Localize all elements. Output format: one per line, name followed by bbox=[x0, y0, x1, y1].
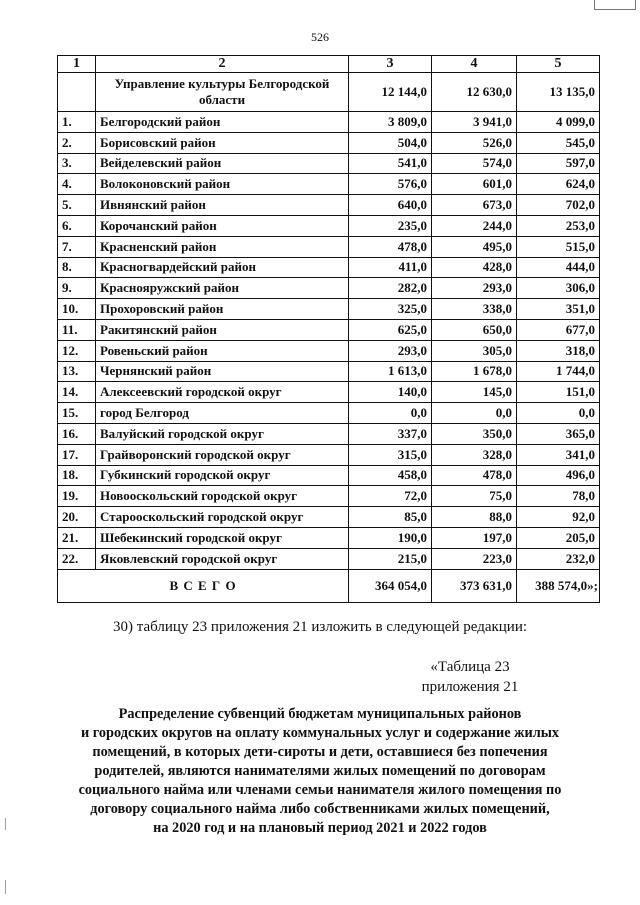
value-2022: 496,0 bbox=[517, 465, 600, 486]
table-row bbox=[58, 257, 600, 278]
row-number: 17. bbox=[58, 444, 96, 465]
value-2022: 205,0 bbox=[517, 527, 600, 548]
value-2020: 315,0 bbox=[349, 444, 432, 465]
value-2021: 3 941,0 bbox=[432, 112, 517, 133]
value-2021: 0,0 bbox=[432, 403, 517, 424]
row-number: 11. bbox=[58, 319, 96, 340]
district-name: Новооскольский городской округ bbox=[96, 486, 349, 507]
district-name: Красненский район bbox=[96, 236, 349, 257]
value-2022: 351,0 bbox=[517, 299, 600, 320]
row-number: 14. bbox=[58, 382, 96, 403]
value-2021: 428,0 bbox=[432, 257, 517, 278]
value-2022: 78,0 bbox=[517, 486, 600, 507]
value-2020: 458,0 bbox=[349, 465, 432, 486]
value-2021: 145,0 bbox=[432, 382, 517, 403]
district-name: Алексеевский городской округ bbox=[96, 382, 349, 403]
value-2021: 12 630,0 bbox=[432, 73, 517, 112]
value-2022: 306,0 bbox=[517, 278, 600, 299]
value-2020: 541,0 bbox=[349, 153, 432, 174]
value-2020: 282,0 bbox=[349, 278, 432, 299]
row-number: 20. bbox=[58, 507, 96, 528]
header-cell: 5 bbox=[517, 56, 600, 73]
table-title bbox=[30, 705, 610, 838]
table-reference bbox=[380, 657, 560, 697]
value-2021: 293,0 bbox=[432, 278, 517, 299]
department-name: Управление культуры Белгородской области bbox=[96, 73, 349, 112]
value-2020: 504,0 bbox=[349, 132, 432, 153]
total-label: В С Е Г О bbox=[58, 569, 349, 602]
value-2022: 365,0 bbox=[517, 423, 600, 444]
value-2021: 574,0 bbox=[432, 153, 517, 174]
value-2020: 293,0 bbox=[349, 340, 432, 361]
title-line: и городских округов на оплату коммунальных услуг и содержание жилых bbox=[80, 725, 560, 741]
district-name: Белгородский район bbox=[96, 112, 349, 133]
value-2021: 75,0 bbox=[432, 486, 517, 507]
district-name: Грайворонский городской округ bbox=[96, 444, 349, 465]
district-name: Яковлевский городской округ bbox=[96, 548, 349, 569]
row-number: 12. bbox=[58, 340, 96, 361]
district-name: Корочанский район bbox=[96, 215, 349, 236]
table-row bbox=[58, 465, 600, 486]
table-row bbox=[58, 382, 600, 403]
value-2020: 325,0 bbox=[349, 299, 432, 320]
row-number: 9. bbox=[58, 278, 96, 299]
row-number: 4. bbox=[58, 174, 96, 195]
row-number: 10. bbox=[58, 299, 96, 320]
value-2020: 85,0 bbox=[349, 507, 432, 528]
value-2020: 190,0 bbox=[349, 527, 432, 548]
value-2021: 350,0 bbox=[432, 423, 517, 444]
table-row bbox=[58, 444, 600, 465]
title-line: Распределение субвенций бюджетам муниципальных районов bbox=[118, 706, 522, 722]
district-name: Волоконовский район bbox=[96, 174, 349, 195]
page-corner-mark bbox=[594, 0, 636, 10]
header-cell: 3 bbox=[349, 56, 432, 73]
value-2022: 624,0 bbox=[517, 174, 600, 195]
value-2022: 515,0 bbox=[517, 236, 600, 257]
value-2020: 235,0 bbox=[349, 215, 432, 236]
value-2021: 650,0 bbox=[432, 319, 517, 340]
value-2022: 1 744,0 bbox=[517, 361, 600, 382]
value-2020: 0,0 bbox=[349, 403, 432, 424]
table-row bbox=[58, 215, 600, 236]
header-row bbox=[58, 56, 600, 73]
value-2020: 12 144,0 bbox=[349, 73, 432, 112]
table-row bbox=[58, 132, 600, 153]
total-2020: 364 054,0 bbox=[349, 569, 432, 602]
total-2021: 373 631,0 bbox=[432, 569, 517, 602]
row-number: 6. bbox=[58, 215, 96, 236]
value-2021: 338,0 bbox=[432, 299, 517, 320]
value-2021: 223,0 bbox=[432, 548, 517, 569]
value-2020: 478,0 bbox=[349, 236, 432, 257]
value-2022: 318,0 bbox=[517, 340, 600, 361]
table-row bbox=[58, 423, 600, 444]
value-2022: 444,0 bbox=[517, 257, 600, 278]
district-name: Ровеньский район bbox=[96, 340, 349, 361]
value-2020: 411,0 bbox=[349, 257, 432, 278]
value-2022: 677,0 bbox=[517, 319, 600, 340]
row-number: 18. bbox=[58, 465, 96, 486]
value-2022: 341,0 bbox=[517, 444, 600, 465]
value-2020: 140,0 bbox=[349, 382, 432, 403]
value-2022: 92,0 bbox=[517, 507, 600, 528]
table-row bbox=[58, 361, 600, 382]
total-2022: 388 574,0»; bbox=[517, 569, 600, 602]
table-row bbox=[58, 486, 600, 507]
value-2021: 305,0 bbox=[432, 340, 517, 361]
value-2022: 545,0 bbox=[517, 132, 600, 153]
value-2022: 13 135,0 bbox=[517, 73, 600, 112]
department-row bbox=[58, 73, 600, 112]
row-number: 1. bbox=[58, 112, 96, 133]
row-number: 16. bbox=[58, 423, 96, 444]
value-2020: 337,0 bbox=[349, 423, 432, 444]
value-2020: 215,0 bbox=[349, 548, 432, 569]
value-2022: 232,0 bbox=[517, 548, 600, 569]
row-number: 5. bbox=[58, 195, 96, 216]
table-row bbox=[58, 112, 600, 133]
district-name: Ракитянский район bbox=[96, 319, 349, 340]
table-row bbox=[58, 403, 600, 424]
header-cell: 4 bbox=[432, 56, 517, 73]
table-row bbox=[58, 174, 600, 195]
value-2022: 4 099,0 bbox=[517, 112, 600, 133]
row-number: 3. bbox=[58, 153, 96, 174]
district-name: город Белгород bbox=[96, 403, 349, 424]
value-2021: 495,0 bbox=[432, 236, 517, 257]
value-2022: 702,0 bbox=[517, 195, 600, 216]
district-name: Краснояружский район bbox=[96, 278, 349, 299]
value-2021: 601,0 bbox=[432, 174, 517, 195]
value-2021: 197,0 bbox=[432, 527, 517, 548]
table-row bbox=[58, 548, 600, 569]
row-number: 19. bbox=[58, 486, 96, 507]
district-name: Чернянский район bbox=[96, 361, 349, 382]
table-row bbox=[58, 527, 600, 548]
value-2022: 597,0 bbox=[517, 153, 600, 174]
table-row bbox=[58, 340, 600, 361]
table-ref-line: приложения 21 bbox=[421, 679, 519, 695]
value-2020: 1 613,0 bbox=[349, 361, 432, 382]
value-2022: 151,0 bbox=[517, 382, 600, 403]
district-name: Прохоровский район bbox=[96, 299, 349, 320]
district-name: Старооскольский городской округ bbox=[96, 507, 349, 528]
table-ref-line: «Таблица 23 bbox=[430, 659, 510, 675]
district-name: Шебекинский городской округ bbox=[96, 527, 349, 548]
row-number: 15. bbox=[58, 403, 96, 424]
title-line: помещений, в которых дети-сироты и дети, оставшиеся без попечения bbox=[92, 744, 548, 760]
header-cell: 1 bbox=[58, 56, 96, 73]
value-2020: 72,0 bbox=[349, 486, 432, 507]
row-number: 21. bbox=[58, 527, 96, 548]
margin-mark bbox=[5, 818, 6, 830]
district-name: Валуйский городской округ bbox=[96, 423, 349, 444]
title-line: родителей, являются нанимателями жилых помещений по договорам bbox=[94, 763, 546, 779]
table-row bbox=[58, 195, 600, 216]
row-number: 7. bbox=[58, 236, 96, 257]
empty-cell bbox=[58, 73, 96, 112]
value-2021: 526,0 bbox=[432, 132, 517, 153]
row-number: 22. bbox=[58, 548, 96, 569]
title-line: социального найма или членами семьи нанимателя жилого помещения по bbox=[78, 782, 562, 798]
instruction-text: 30) таблицу 23 приложения 21 изложить в следующей редакции: bbox=[112, 619, 528, 635]
value-2022: 0,0 bbox=[517, 403, 600, 424]
subsidy-table bbox=[57, 55, 600, 603]
value-2022: 253,0 bbox=[517, 215, 600, 236]
row-number: 8. bbox=[58, 257, 96, 278]
value-2021: 673,0 bbox=[432, 195, 517, 216]
district-name: Борисовский район bbox=[96, 132, 349, 153]
value-2021: 88,0 bbox=[432, 507, 517, 528]
margin-mark bbox=[5, 880, 6, 894]
title-line: договору социального найма либо собственниками жилых помещений, bbox=[90, 801, 550, 817]
table-row bbox=[58, 319, 600, 340]
page-number: 526 bbox=[311, 30, 329, 44]
district-name: Губкинский городской округ bbox=[96, 465, 349, 486]
value-2020: 576,0 bbox=[349, 174, 432, 195]
row-number: 2. bbox=[58, 132, 96, 153]
value-2021: 478,0 bbox=[432, 465, 517, 486]
header-cell: 2 bbox=[96, 56, 349, 73]
total-row bbox=[58, 569, 600, 602]
value-2020: 640,0 bbox=[349, 195, 432, 216]
table-row bbox=[58, 299, 600, 320]
value-2021: 244,0 bbox=[432, 215, 517, 236]
district-name: Ивнянский район bbox=[96, 195, 349, 216]
table-row bbox=[58, 507, 600, 528]
table-row bbox=[58, 278, 600, 299]
title-line: на 2020 год и на плановый период 2021 и 2022 годов bbox=[153, 820, 487, 836]
table-row bbox=[58, 236, 600, 257]
district-name: Красногвардейский район bbox=[96, 257, 349, 278]
table-row bbox=[58, 153, 600, 174]
value-2020: 625,0 bbox=[349, 319, 432, 340]
value-2021: 328,0 bbox=[432, 444, 517, 465]
district-name: Вейделевский район bbox=[96, 153, 349, 174]
value-2020: 3 809,0 bbox=[349, 112, 432, 133]
value-2021: 1 678,0 bbox=[432, 361, 517, 382]
row-number: 13. bbox=[58, 361, 96, 382]
